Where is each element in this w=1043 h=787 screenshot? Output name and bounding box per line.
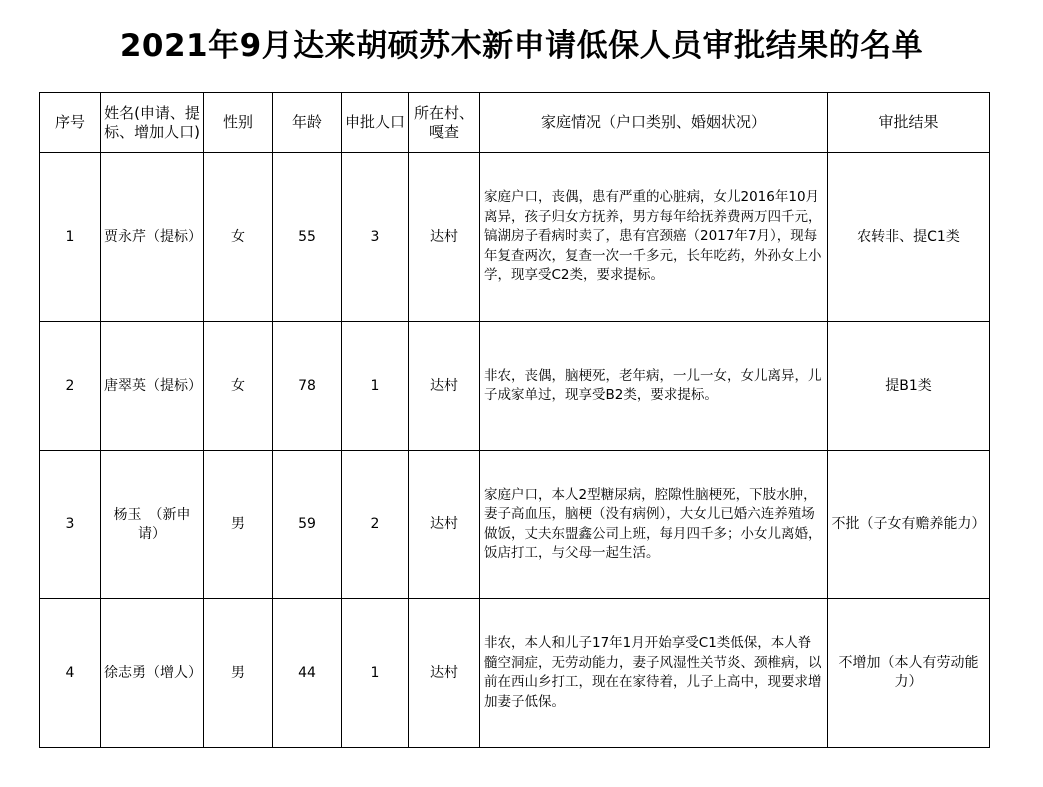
- cell-family: 非农，丧偶，脑梗死，老年病，一儿一女，女儿离异，儿子成家单过，现享受B2类，要求提标。: [480, 322, 828, 451]
- cell-seq: 4: [40, 599, 101, 748]
- cell-approved-count: 3: [342, 153, 409, 322]
- table-row: [40, 322, 990, 451]
- cell-age: 59: [273, 451, 342, 599]
- header-name: 姓名(申请、提标、增加人口): [101, 93, 204, 153]
- cell-age: 44: [273, 599, 342, 748]
- cell-age: 78: [273, 322, 342, 451]
- cell-family: 家庭户口，本人2型糖尿病，腔隙性脑梗死，下肢水肿，妻子高血压，脑梗（没有病例），大女儿已婚六连养殖场做饭，丈夫东盟鑫公司上班，每月四千多；小女儿离婚，饭店打工，与父母一起生活。: [480, 451, 828, 599]
- cell-name: 徐志勇（增人）: [101, 599, 204, 748]
- cell-village: 达村: [409, 322, 480, 451]
- cell-result: 提B1类: [828, 322, 990, 451]
- table-row: [40, 451, 990, 599]
- cell-village: 达村: [409, 153, 480, 322]
- cell-gender: 男: [204, 599, 273, 748]
- cell-family: 非农，本人和儿子17年1月开始享受C1类低保，本人脊髓空洞症，无劳动能力，妻子风湿性关节炎、颈椎病，以前在西山乡打工，现在在家待着，儿子上高中，现要求增加妻子低保。: [480, 599, 828, 748]
- header-village: 所在村、嘎查: [409, 93, 480, 153]
- cell-approved-count: 1: [342, 322, 409, 451]
- cell-seq: 2: [40, 322, 101, 451]
- cell-seq: 3: [40, 451, 101, 599]
- cell-village: 达村: [409, 451, 480, 599]
- cell-gender: 女: [204, 322, 273, 451]
- cell-seq: 1: [40, 153, 101, 322]
- header-approved-count: 申批人口: [342, 93, 409, 153]
- cell-name: 贾永芹（提标）: [101, 153, 204, 322]
- header-family: 家庭情况（户口类别、婚姻状况）: [480, 93, 828, 153]
- header-seq: 序号: [40, 93, 101, 153]
- page-title: 2021年9月达来胡硕苏木新申请低保人员审批结果的名单: [119, 28, 924, 64]
- cell-age: 55: [273, 153, 342, 322]
- cell-family: 家庭户口，丧偶，患有严重的心脏病，女儿2016年10月离异，孩子归女方抚养，男方每年给抚养费两万四千元，镐湖房子看病时卖了，患有宫颈癌（2017年7月），现每年复查两次，复查一次一千多元，长年吃药，外孙女上小学，现享受C2类，要求提标。: [480, 153, 828, 322]
- cell-result: 不增加（本人有劳动能力）: [828, 599, 990, 748]
- cell-result: 不批（子女有赡养能力）: [828, 451, 990, 599]
- cell-result: 农转非、提C1类: [828, 153, 990, 322]
- table-header-row: [40, 93, 990, 153]
- table-row: [40, 599, 990, 748]
- cell-village: 达村: [409, 599, 480, 748]
- header-age: 年龄: [273, 93, 342, 153]
- cell-approved-count: 2: [342, 451, 409, 599]
- cell-name: 唐翠英（提标）: [101, 322, 204, 451]
- cell-gender: 女: [204, 153, 273, 322]
- approval-table: [39, 92, 990, 748]
- cell-gender: 男: [204, 451, 273, 599]
- header-result: 审批结果: [828, 93, 990, 153]
- cell-name: 杨玉 （新申请）: [101, 451, 204, 599]
- header-gender: 性别: [204, 93, 273, 153]
- cell-approved-count: 1: [342, 599, 409, 748]
- table-row: [40, 153, 990, 322]
